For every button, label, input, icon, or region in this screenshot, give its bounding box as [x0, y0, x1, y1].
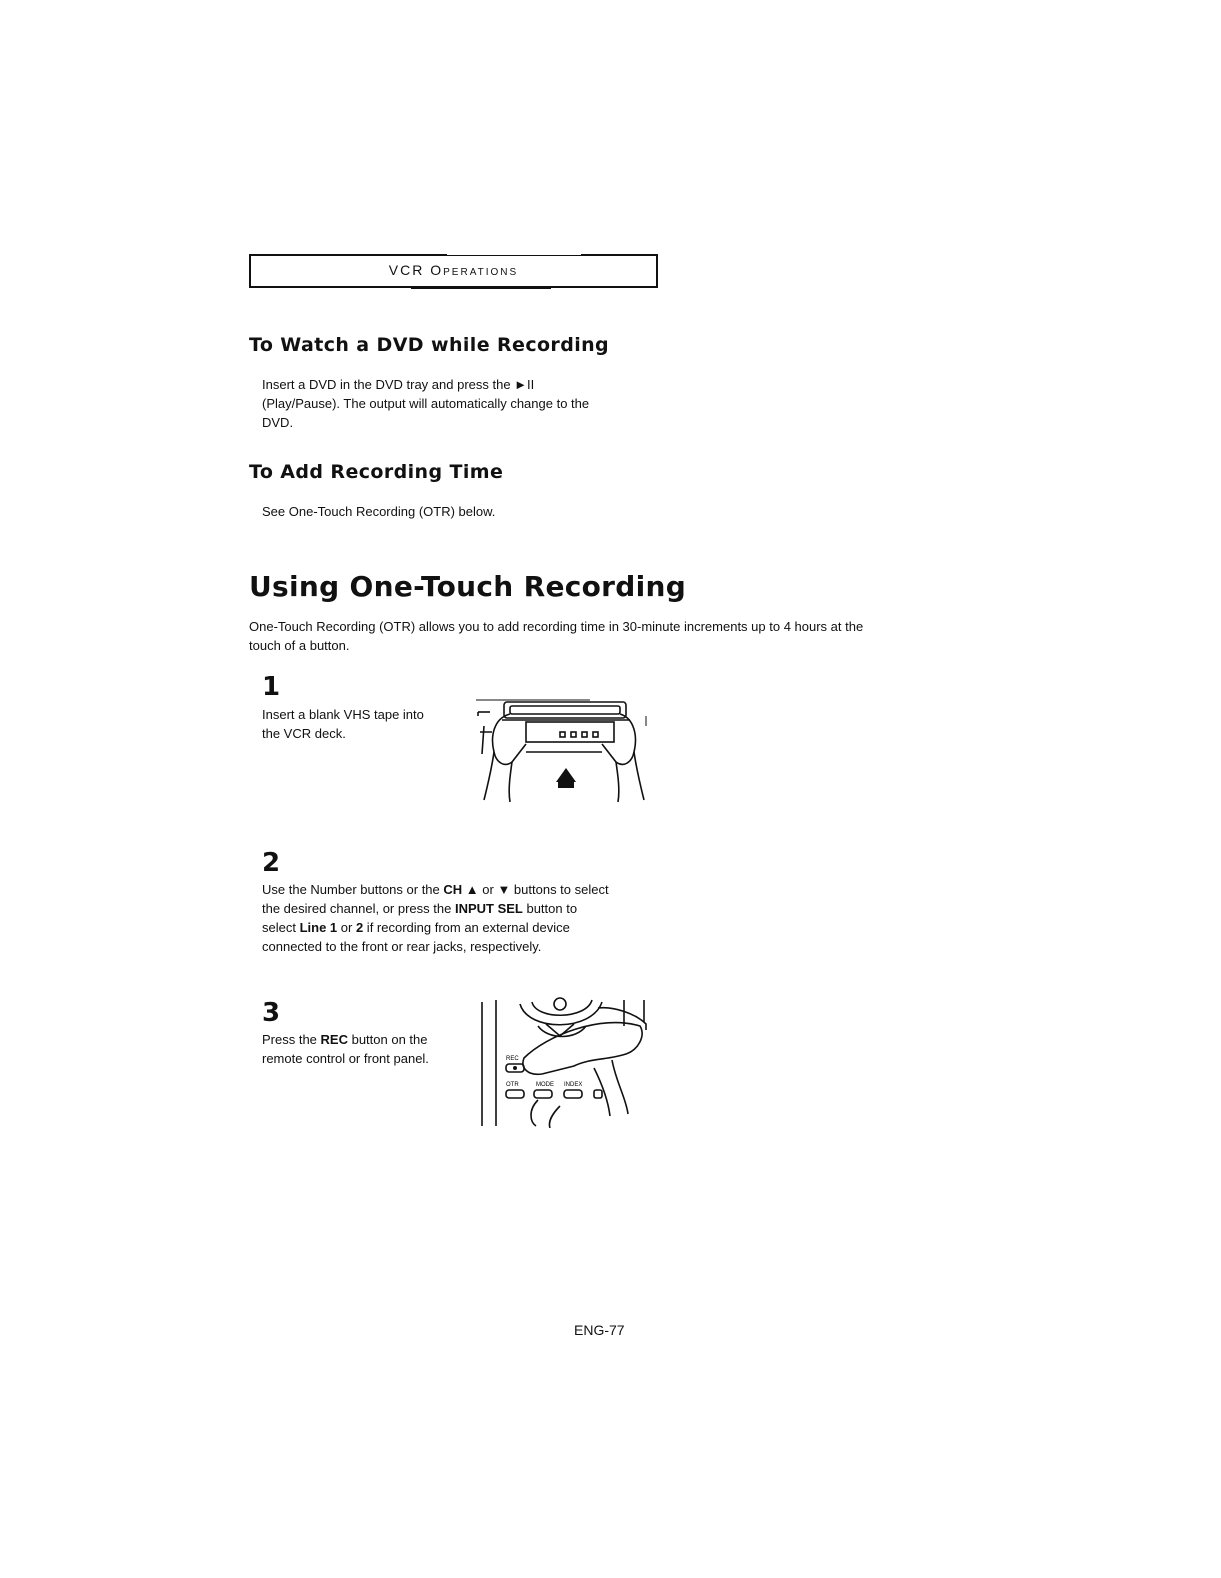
step-1-text [262, 705, 424, 743]
step-1-number: 1 [262, 672, 281, 702]
watch-dvd-body [262, 375, 589, 432]
step-1-line-2: the VCR deck. [262, 726, 346, 741]
watch-dvd-heading: To Watch a DVD while Recording [249, 334, 610, 356]
remote-rec-button-illustration [476, 996, 656, 1128]
otr-intro-line-1: One-Touch Recording (OTR) allows you to add recording time in 30-minute increments up to 4 hours at the [249, 619, 864, 634]
add-time-body: See One-Touch Recording (OTR) below. [262, 504, 496, 519]
page-number: ENG-77 [574, 1322, 625, 1338]
step-1-line-1: Insert a blank VHS tape into [262, 707, 424, 722]
watch-dvd-line-3: DVD. [262, 415, 294, 430]
step-3-text [262, 1030, 429, 1068]
otr-intro-line-2: touch of a button. [249, 638, 350, 653]
step-2-number: 2 [262, 848, 281, 878]
header-top-rule [447, 253, 581, 255]
remote-index-label: INDEX [564, 1082, 583, 1088]
step-3-line-2: remote control or front panel. [262, 1051, 429, 1066]
remote-rec-label: REC [506, 1056, 519, 1062]
watch-dvd-line-1: Insert a DVD in the DVD tray and press the ►II [262, 377, 535, 392]
step-3-line-1: Press the REC button on the [262, 1032, 428, 1047]
otr-intro [249, 617, 863, 655]
step-2-line-3: select Line 1 or 2 if recording from an external device [262, 920, 570, 935]
step-2-text [262, 880, 609, 956]
remote-otr-label: OTR [506, 1082, 519, 1088]
vcr-tape-insert-illustration [470, 692, 655, 804]
header-bottom-rule [411, 287, 551, 289]
remote-mode-label: MODE [536, 1082, 554, 1088]
rec-dot-icon [513, 1066, 517, 1070]
section-header-box [249, 254, 658, 288]
step-2-line-1: Use the Number buttons or the CH ▲ or ▼ buttons to select [262, 882, 609, 897]
watch-dvd-line-2: (Play/Pause). The output will automatically change to the [262, 396, 590, 411]
step-3-number: 3 [262, 998, 281, 1028]
otr-heading: Using One-Touch Recording [249, 570, 687, 603]
step-2-line-2: the desired channel, or press the INPUT SEL button to [262, 901, 578, 916]
step-2-line-4: connected to the front or rear jacks, respectively. [262, 939, 542, 954]
insert-arrow-icon [556, 768, 576, 782]
add-time-heading: To Add Recording Time [249, 461, 504, 483]
section-title: VCR Operations [388, 262, 519, 278]
